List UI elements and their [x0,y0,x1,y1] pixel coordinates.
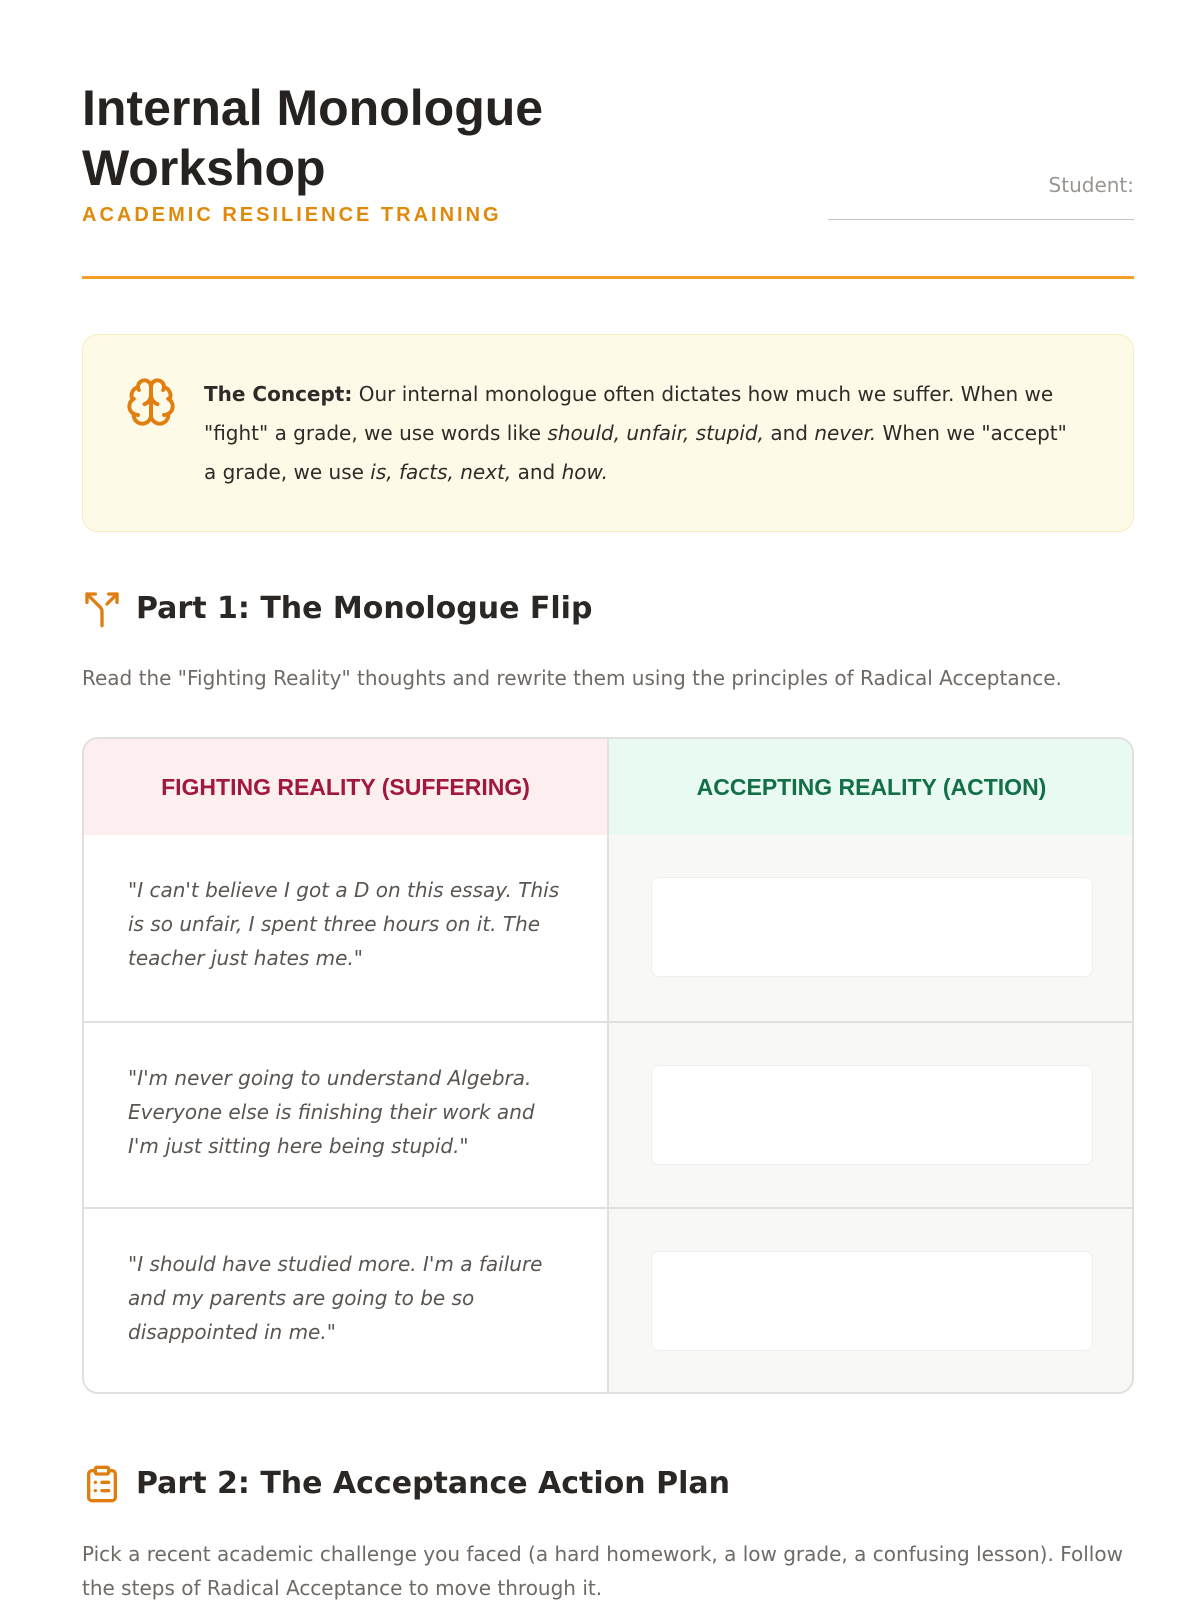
student-label: Student: [1048,173,1134,197]
clipboard-icon [82,1464,122,1504]
part2-title: Part 2: The Acceptance Action Plan [136,1466,730,1501]
split-arrow-icon [82,589,122,629]
part2-intro: Pick a recent academic challenge you faced (a hard homework, a low grade, a confusing lesson). Follow the steps of Radical Acceptance to move through it. [82,1542,1123,1600]
table-row [84,835,1134,1021]
concept-text-part: and [511,460,562,484]
accept-word-last: how. [561,460,608,484]
accepting-answer-input[interactable] [651,1065,1093,1165]
concept-text-part: Our internal monologue often dictates how much we suffer. When we "fight" a grade, we use words like [204,382,1054,445]
concept-text-part: and [763,421,815,445]
header-divider [82,276,1134,279]
fight-word-last: never. [814,421,877,445]
fighting-cell [84,1023,607,1209]
table-row [84,1207,1134,1394]
student-name-field[interactable] [828,219,1134,220]
part1-title: Part 1: The Monologue Flip [136,591,593,626]
concept-lead: The Concept: [204,382,353,406]
fight-words: should, unfair, stupid, [547,421,764,445]
accept-words: is, facts, next, [370,460,512,484]
page-subtitle: ACADEMIC RESILIENCE TRAINING [82,204,502,226]
accepting-header: ACCEPTING REALITY (ACTION) [607,739,1134,837]
fighting-quote: "I can't believe I got a D on this essay. This is so unfair, I spent three hours on it. The teacher just hates me." [128,878,560,970]
concept-text-part: When we "accept" a grade, we use [204,421,1067,484]
concept-callout [82,334,1134,532]
accepting-answer-input[interactable] [651,877,1093,977]
monologue-flip-table [82,737,1134,1394]
part2-heading [82,1462,1134,1506]
brain-icon [125,376,177,428]
table-row [84,1021,1134,1209]
fighting-quote: "I should have studied more. I'm a failure and my parents are going to be so disappointed in me." [128,1252,543,1344]
fighting-cell [84,835,607,1021]
accepting-cell [607,1023,1134,1209]
accepting-cell [607,835,1134,1021]
worksheet-header [82,78,1134,278]
fighting-header: FIGHTING REALITY (SUFFERING) [84,739,607,837]
part1-intro: Read the "Fighting Reality" thoughts and rewrite them using the principles of Radical Acceptance. [82,666,1062,690]
fighting-quote: "I'm never going to understand Algebra. Everyone else is finishing their work and I'm just sitting here being stupid." [128,1066,535,1158]
page-title: Internal Monologue Workshop [82,80,544,196]
part1-heading [82,587,1134,631]
concept-text [204,375,1084,492]
fighting-cell [84,1209,607,1394]
accepting-answer-input[interactable] [651,1251,1093,1351]
accepting-cell [607,1209,1134,1394]
